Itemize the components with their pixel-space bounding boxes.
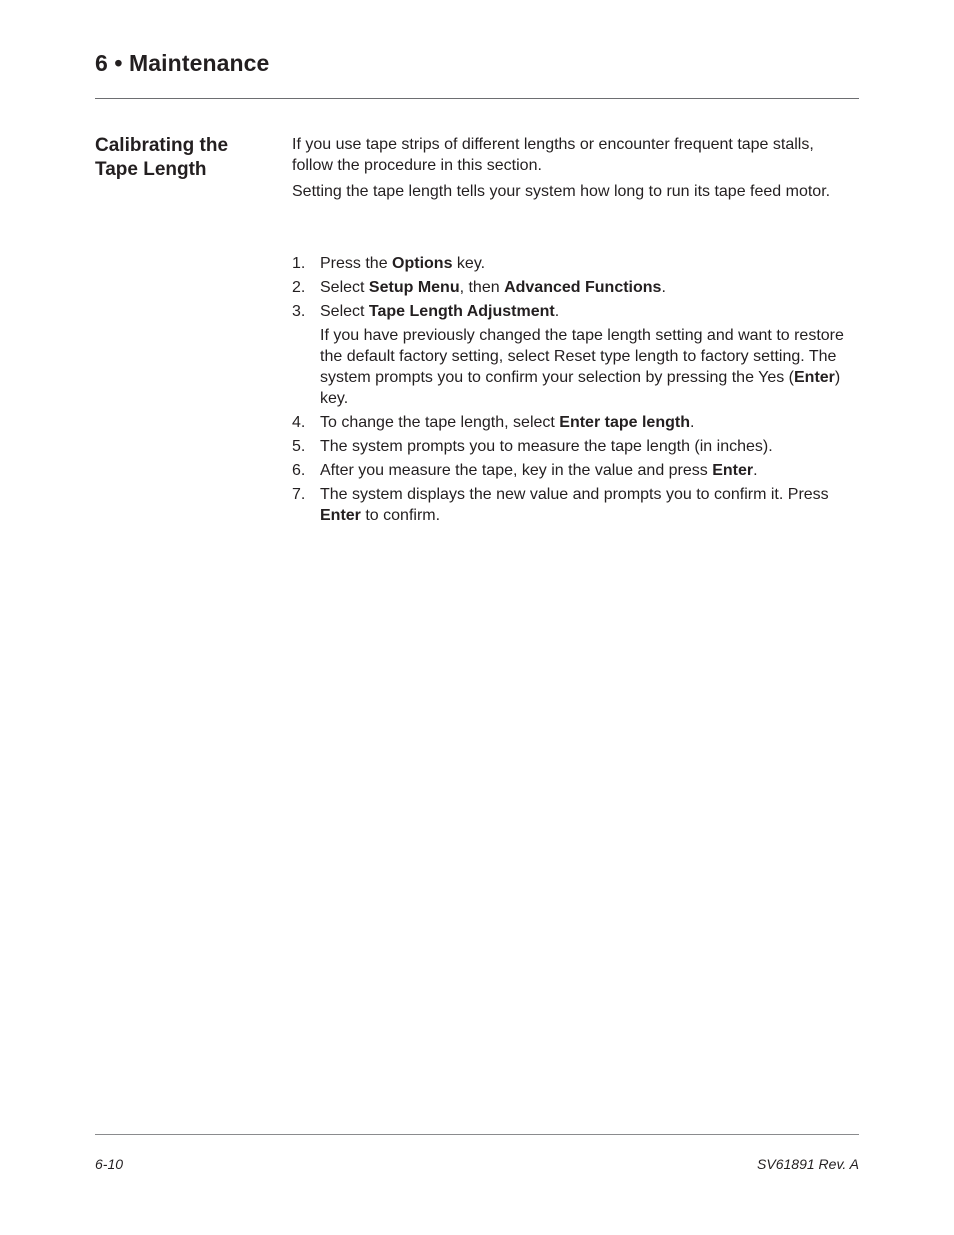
menu-name: Advanced Functions: [504, 279, 662, 296]
menu-name: Setup Menu: [368, 279, 460, 296]
step-number: 6.: [292, 462, 306, 479]
key-name: Enter: [712, 462, 754, 479]
section-intro: [292, 134, 858, 207]
step-note: If you have previously changed the tape length setting and want to restore the default factory setting, select Reset type length to factory setting. The system prompts you to confirm your selection by pressing the Yes (Enter) key.: [320, 327, 844, 407]
step-item: 3. Select Tape Length Adjustment. If you have previously changed the tape length setting and want to restore the default factory setting, select Reset type length to factory setting. The system prompts you to confirm your selection by pressing the Yes (Enter) key.: [292, 301, 858, 409]
intro-paragraph: If you use tape strips of different lengths or encounter frequent tape stalls, follow the procedure in this section.: [292, 136, 814, 174]
key-name: Options: [392, 255, 453, 272]
key-name: Enter: [320, 507, 361, 524]
document-id: SV61891 Rev. A: [757, 1156, 859, 1172]
step-number: 5.: [292, 438, 306, 455]
step-number: 1.: [292, 255, 306, 272]
page-number: 6-10: [95, 1156, 124, 1172]
step-item: 5. The system prompts you to measure the tape length (in inches).: [292, 438, 773, 455]
step-number: 2.: [292, 279, 306, 296]
header-divider: [95, 98, 859, 99]
step-item: 6. After you measure the tape, key in the value and press Enter.: [292, 462, 758, 479]
step-item: 2. Select Setup Menu, then Advanced Functions.: [292, 279, 666, 296]
step-item: 4. To change the tape length, select Enter tape length.: [292, 414, 695, 431]
step-number: 7.: [292, 486, 306, 503]
chapter-title: 6 • Maintenance: [95, 50, 270, 76]
step-item: 1. Press the Options key.: [292, 255, 486, 272]
menu-name: Enter tape length: [559, 414, 690, 431]
intro-paragraph: Setting the tape length tells your system how long to run its tape feed motor.: [292, 183, 831, 200]
step-number: 4.: [292, 414, 306, 431]
step-item: 7. The system displays the new value and prompts you to confirm it. Press Enter to confirm.: [292, 486, 829, 524]
footer-divider: [95, 1134, 859, 1135]
step-number: 3.: [292, 303, 306, 320]
menu-name: Tape Length Adjustment: [368, 303, 555, 320]
key-name: Enter: [794, 369, 835, 386]
section-heading-line2: Tape Length: [95, 159, 207, 180]
section-heading-line1: Calibrating the: [95, 135, 229, 156]
section-heading: [95, 134, 275, 182]
procedure-steps: [292, 253, 858, 529]
